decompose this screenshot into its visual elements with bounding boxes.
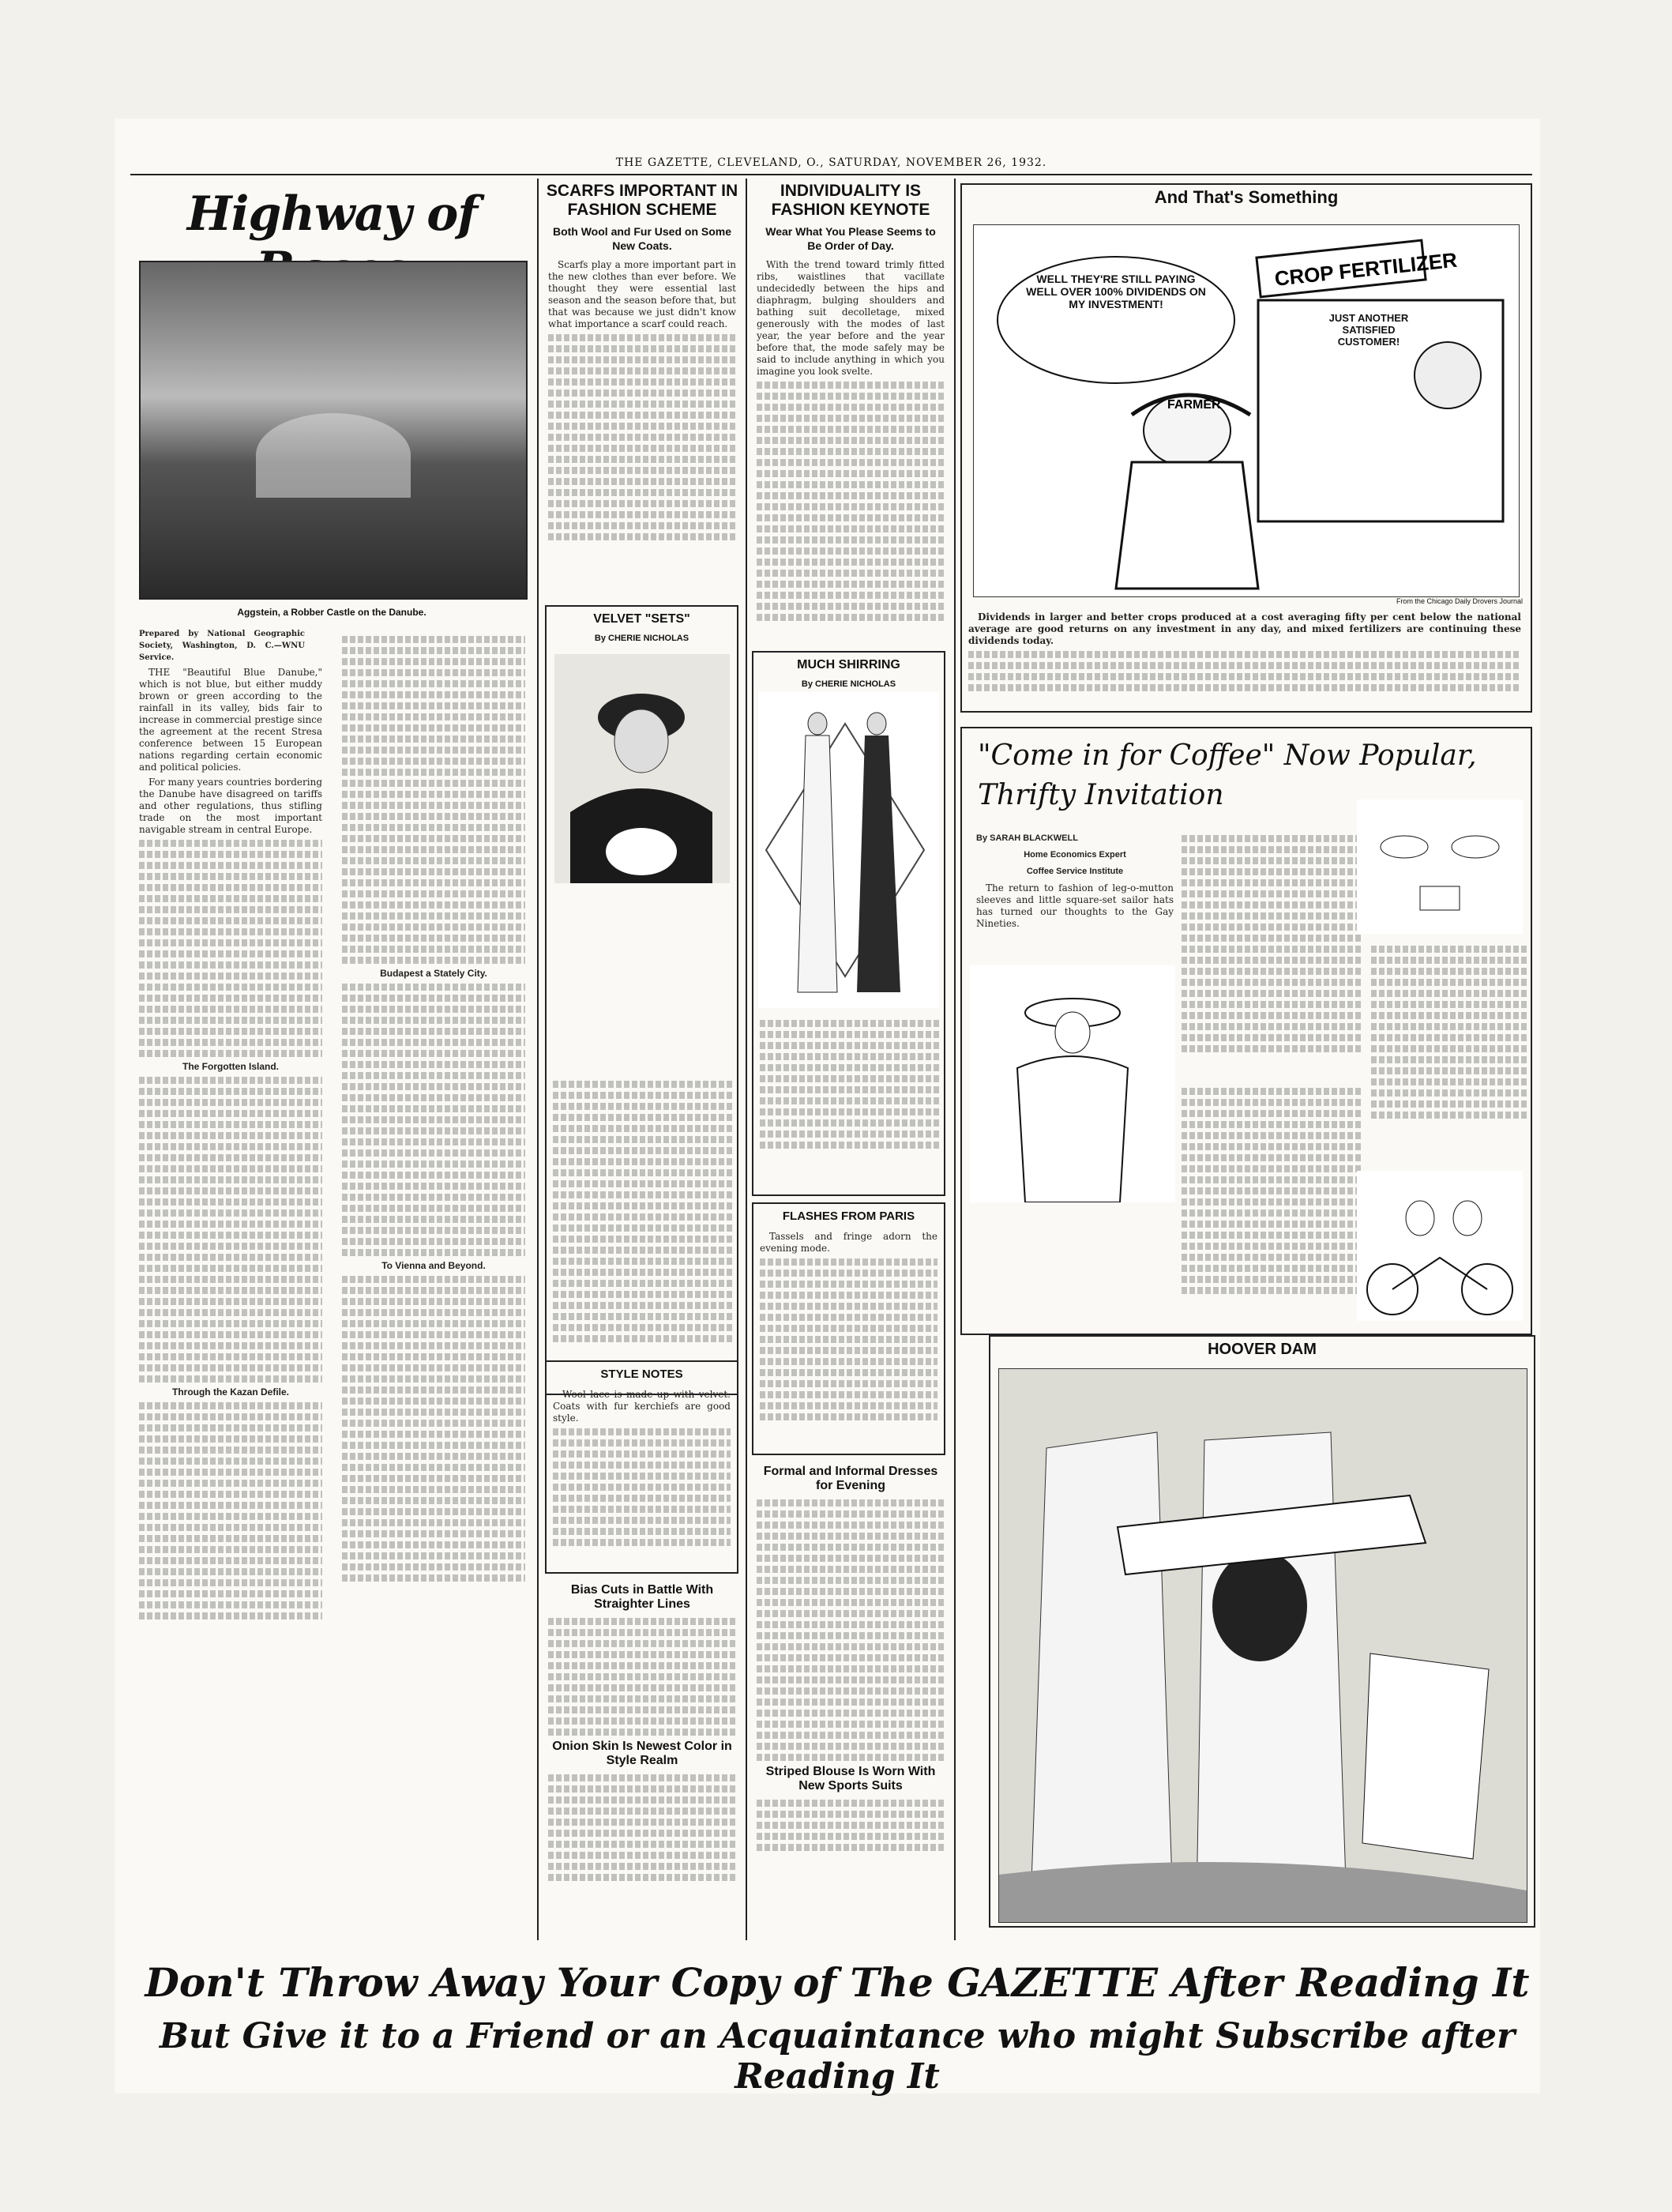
velvet-sets-box	[545, 605, 738, 1395]
coffee-body-right	[1371, 942, 1529, 1123]
paragraph: With the trend toward trimly fitted ribs, waistlines that vacillate undecidedly between the hips and diaphragm, bulging shoulders and bathing suit decolletage, mixed generously with the modes of last year, the year before and the year before that, the mode safely may be said to include anything in which you imagine you look svelte.	[757, 259, 945, 377]
speech-bubble-farmer: WELL THEY'RE STILL PAYING WELL OVER 100% DIVIDENDS ON MY INVESTMENT!	[1026, 273, 1206, 310]
coffee-body-middle	[1182, 831, 1363, 1056]
woman-illustration	[554, 654, 730, 883]
footer-line-2: But Give it to a Friend or an Acquaintance who might Subscribe after Reading It	[159, 2016, 1516, 2097]
coffee-byline-block	[976, 831, 1174, 933]
cartoon-title: And That's Something	[1154, 187, 1339, 207]
article-title: "Come in for Coffee" Now Popular, Thrifty Invitation	[978, 739, 1477, 811]
speech-bubble-clerk: JUST ANOTHER SATISFIED CUSTOMER!	[1328, 312, 1409, 348]
gowns-illustration	[758, 692, 939, 1008]
individuality-article	[750, 179, 951, 653]
fertilizer-cartoon-box	[960, 183, 1532, 713]
body-right	[342, 632, 525, 1586]
box-title: MUCH SHIRRING	[797, 658, 900, 672]
article-title: Onion Skin Is Newest Color in Style Realm	[552, 1740, 732, 1767]
article-title: SCARFS IMPORTANT IN FASHION SCHEME	[546, 182, 738, 219]
velvet-figure	[554, 654, 730, 883]
box-title: FLASHES FROM PARIS	[782, 1209, 915, 1223]
flashes-box	[752, 1202, 945, 1455]
lady-drawing	[970, 965, 1175, 1202]
style-notes-box	[545, 1360, 738, 1574]
sign-text: CROP FERTILIZER	[1273, 247, 1459, 291]
highway-body	[133, 628, 532, 1924]
castle-photo	[139, 261, 528, 600]
box-title: STYLE NOTES	[600, 1367, 683, 1381]
byline-role: Home Economics Expert	[1024, 850, 1126, 860]
article-body	[757, 259, 945, 621]
cartoon-credit: From the Chicago Daily Drovers Journal	[1396, 597, 1523, 605]
velvet-body	[553, 1077, 734, 1346]
bias-onion-articles	[542, 1580, 742, 1912]
paragraph: Scarfs play a more important part in the new clothes than ever before. We thought they were essential last season and the season before that, but that was because we just didn't know what importance a scarf could reach.	[548, 259, 736, 329]
byline: By SARAH BLACKWELL	[976, 833, 1078, 843]
article-deck: Wear What You Please Seems to Be Order of Day.	[765, 225, 936, 252]
tandem-bicycle-illustration	[1357, 1171, 1523, 1321]
column-rule	[954, 179, 956, 1940]
subhead: Budapest a Stately City.	[380, 968, 487, 979]
article-title: Striped Blouse Is Worn With New Sports Suits	[765, 1765, 936, 1793]
cartoon-drawing	[974, 225, 1519, 596]
shirring-box	[752, 651, 945, 1196]
byline-role: Coffee Service Institute	[1026, 867, 1124, 876]
formal-striped-articles	[750, 1462, 951, 1912]
column-rule	[537, 179, 539, 1940]
byline: By CHERIE NICHOLAS	[801, 679, 896, 689]
credit-line: Prepared by National Geographic Society, Washington, D. C.—WNU Service.	[139, 630, 305, 662]
article-body	[548, 259, 736, 540]
hoover-dam-cartoon-box	[989, 1335, 1535, 1928]
dateline: THE GAZETTE, CLEVELAND, O., SATURDAY, NOVEMBER 26, 1932.	[615, 156, 1047, 169]
article-deck: Both Wool and Fur Used on Some New Coats.	[552, 225, 732, 252]
article-title: Formal and Informal Dresses for Evening	[763, 1465, 938, 1492]
byline: By CHERIE NICHOLAS	[594, 634, 689, 643]
coffee-body-lower	[1182, 1084, 1363, 1298]
fertilizer-cartoon	[973, 224, 1520, 597]
cartoon-caption	[968, 611, 1521, 695]
subhead: To Vienna and Beyond.	[381, 1260, 486, 1271]
paragraph: Dividends in larger and better crops produced at a cost averaging fifty per cent below the national average are good returns on any investment in any day, and mixed fertilizers are continuing these dividends today.	[968, 611, 1521, 646]
subhead: The Forgotten Island.	[182, 1061, 279, 1072]
article-title: Bias Cuts in Battle With Straighter Lines	[570, 1583, 714, 1611]
cartoon-title: HOOVER DAM	[1208, 1341, 1317, 1358]
box-body	[760, 1231, 937, 1420]
paragraph: The return to fashion of leg-o-mutton sleeves and little square-set sailor hats has turned our thoughts to the Gay Nineties.	[976, 882, 1174, 929]
scarfs-article	[542, 179, 742, 589]
lady-illustration	[970, 965, 1175, 1202]
box-title: VELVET "SETS"	[593, 612, 690, 626]
bicycle-drawing	[1357, 1171, 1523, 1321]
shirring-body	[760, 1016, 941, 1153]
box-body	[553, 1389, 731, 1546]
photo-caption: Aggstein, a Robber Castle on the Danube.	[237, 607, 426, 618]
article-title: Highway of	[186, 186, 478, 242]
dam-drawing	[999, 1369, 1527, 1922]
paragraph: Tassels and fringe adorn the evening mode.	[760, 1231, 937, 1254]
hat-label: FARMER	[1167, 398, 1221, 412]
coffee-party-drawing	[1357, 799, 1523, 934]
gowns-figure	[758, 692, 939, 1008]
coffee-party-illustration	[1357, 799, 1523, 934]
coffee-article-box	[960, 727, 1532, 1335]
paragraph: THE "Beautiful Blue Danube," which is not blue, but either muddy brown or green according to the rainfall in its valley, bids fair to increase in commercial prestige since the agreement at the recent Stresa conference between 15 European nations regarding certain economic and political policies.	[139, 667, 322, 773]
paragraph: For many years countries bordering the Danube have disagreed on tariffs and other regulations, thus stifling trade on the most important navigable stream in central Europe.	[139, 777, 322, 835]
subhead: Through the Kazan Defile.	[171, 1386, 289, 1398]
page-header	[130, 156, 1532, 175]
column-rule	[746, 179, 747, 1940]
paragraph: Wool lace is made up with velvet. Coats with fur kerchiefs are good style.	[553, 1389, 731, 1424]
hoover-dam-cartoon	[998, 1368, 1527, 1923]
footer-line-1: Don't Throw Away Your Copy of The GAZETTE After Reading It	[145, 1959, 1530, 2006]
body-left	[139, 667, 322, 1623]
article-title: INDIVIDUALITY IS FASHION KEYNOTE	[771, 182, 930, 219]
